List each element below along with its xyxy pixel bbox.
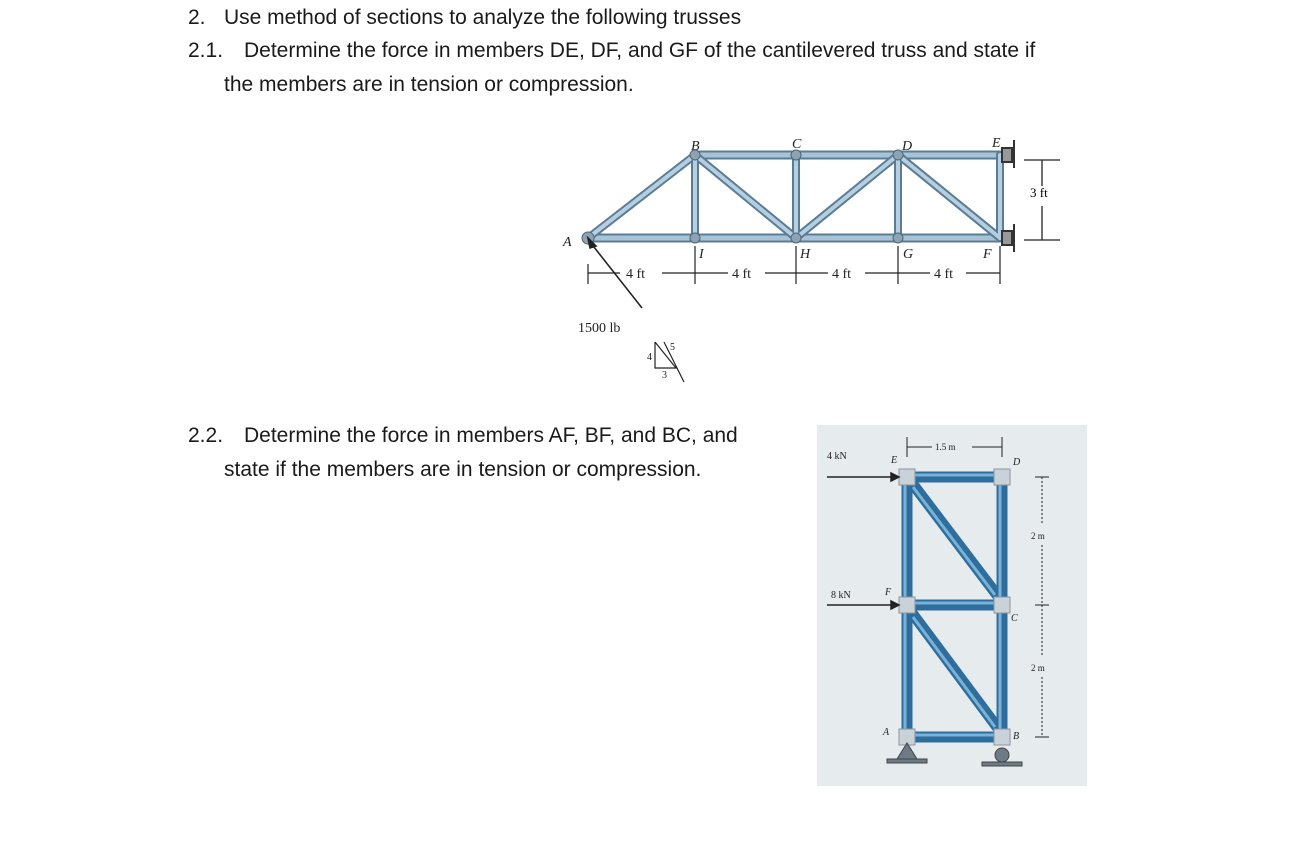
joint-label-c: C bbox=[792, 137, 802, 152]
joint-label-a: A bbox=[563, 235, 572, 250]
load-mid-label: 8 kN bbox=[831, 590, 851, 601]
truss-figure-2-drawing bbox=[817, 425, 1087, 786]
joint-label-b: B bbox=[691, 139, 700, 154]
width-label: 1.5 m bbox=[935, 442, 956, 452]
height-dimension bbox=[1024, 160, 1060, 240]
joint-label-f2: F bbox=[885, 587, 892, 598]
joint-label-d: D bbox=[902, 139, 913, 154]
joint-label-b2: B bbox=[1013, 731, 1020, 742]
joint-label-i: I bbox=[699, 247, 704, 262]
part1-line1 bbox=[188, 38, 1035, 64]
part1-text-line1: Determine the force in members DE, DF, and GF of the cantilevered truss and state if bbox=[244, 39, 1036, 62]
truss-figure-2 bbox=[817, 425, 1087, 786]
part2-line2: state if the members are in tension or compression. bbox=[224, 458, 702, 481]
truss-figure-1 bbox=[560, 128, 1080, 388]
joint-label-e2: E bbox=[891, 455, 898, 466]
joint-label-h: H bbox=[800, 247, 811, 262]
joint-label-g: G bbox=[903, 247, 914, 262]
spacing-label-4: 4 ft bbox=[934, 267, 954, 282]
problem-heading bbox=[188, 5, 741, 31]
slope-label-5: 5 bbox=[670, 342, 675, 353]
joint-label-e: E bbox=[992, 136, 1001, 151]
part2-line1 bbox=[188, 423, 738, 449]
height-label-2: 2 m bbox=[1031, 663, 1045, 673]
joint-label-c2: C bbox=[1011, 613, 1018, 624]
part1-line2: the members are in tension or compression. bbox=[224, 73, 634, 96]
height-label-1: 2 m bbox=[1031, 531, 1045, 541]
joint-label-d2: D bbox=[1013, 457, 1021, 468]
joint-label-f: F bbox=[983, 247, 992, 262]
load-top-label: 4 kN bbox=[827, 451, 847, 462]
spacing-label-2: 4 ft bbox=[732, 267, 752, 282]
slope-label-4: 4 bbox=[647, 352, 652, 363]
problem-text: Use method of sections to analyze the following trusses bbox=[224, 6, 742, 29]
load-label: 1500 lb bbox=[578, 321, 621, 336]
slope-label-3: 3 bbox=[662, 370, 667, 381]
spacing-label-1: 4 ft bbox=[626, 267, 646, 282]
part2-number: 2.2. bbox=[188, 424, 224, 447]
height-label: 3 ft bbox=[1030, 185, 1048, 200]
truss-members bbox=[588, 155, 1000, 238]
problem-number: 2. bbox=[188, 6, 206, 29]
part1-number: 2.1. bbox=[188, 39, 224, 62]
spacing-label-3: 4 ft bbox=[832, 267, 852, 282]
joint-label-a2: A bbox=[883, 727, 890, 738]
part2-text-line1: Determine the force in members AF, BF, and BC, and bbox=[244, 424, 738, 447]
